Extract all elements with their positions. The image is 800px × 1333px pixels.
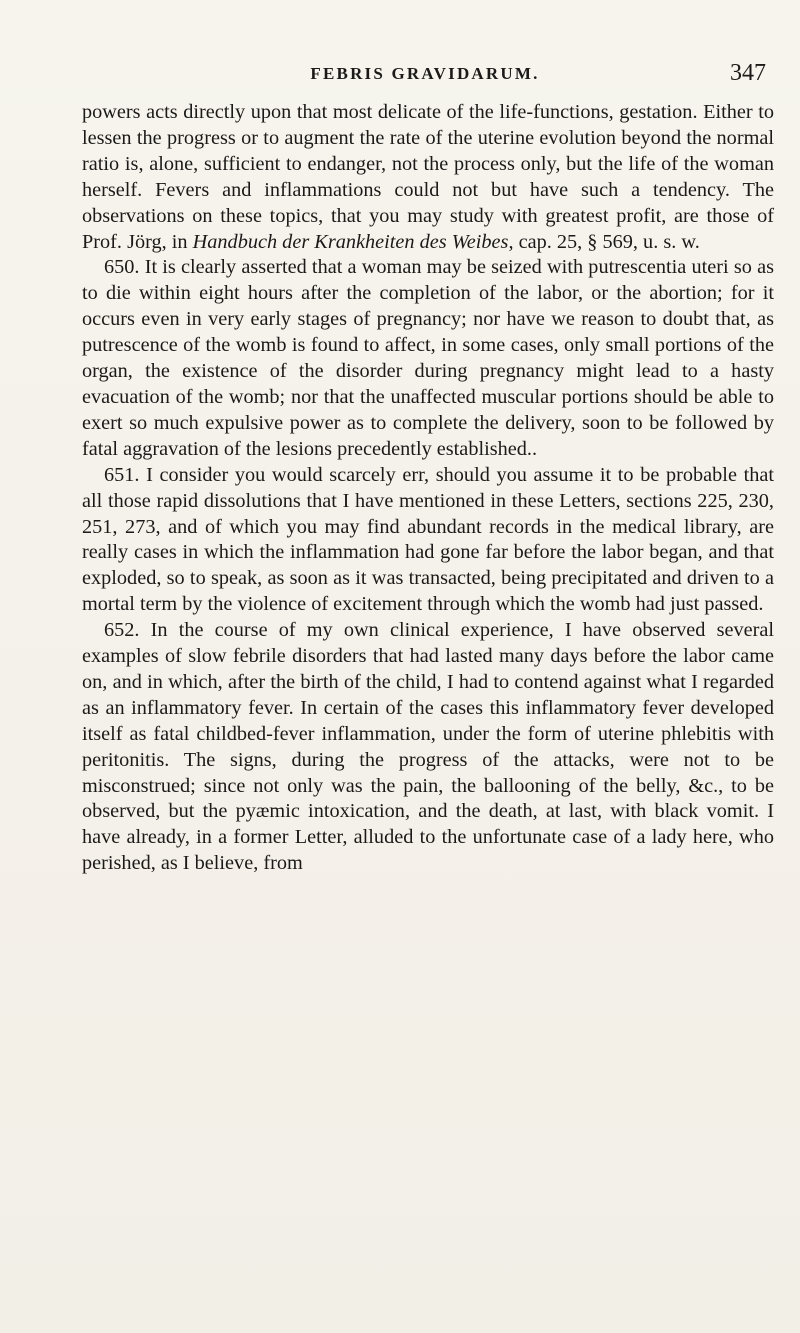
- paragraph-continuation: [82, 100, 774, 255]
- body-text: [82, 100, 774, 877]
- running-title: FEBRIS GRAVIDARUM.: [310, 64, 540, 83]
- paragraph-text: powers acts directly upon that most delicate of the life-functions, gestation. Either to lessen the progress or to augment the rate of the uterine evolution beyond the normal ratio is, alone, sufficient to endanger, not the process only, but the life of the woman herself. Fevers and inflammations could not but have such a tendency. The observations on these topics, that you may study with greatest profit, are those of Prof. Jörg, in: [82, 101, 774, 253]
- book-title: Handbuch der Krankheiten des Weibes: [192, 230, 509, 253]
- page-number: 347: [730, 60, 766, 86]
- running-head: [80, 62, 770, 88]
- paragraph-650: 650. It is clearly asserted that a woman may be seized with putrescentia uteri so as to die within eight hours after the completion of the labor, or the abortion; for it occurs even in very early stages of pregnancy; nor have we reason to doubt that, as putrescence of the womb is found to affect, in some cases, only small portions of the organ, the existence of the disorder during pregnancy might lead to a hasty evacuation of the womb; nor that the unaffected muscular portions should be able to exert so much expulsive power as to complete the delivery, soon to be followed by fatal aggravation of the lesions precedently established..: [82, 256, 774, 460]
- paragraph-651: 651. I consider you would scarcely err, should you assume it to be probable that all those rapid dissolutions that I have mentioned in these Letters, sections 225, 230, 251, 273, and of which you may find abundant records in the medical library, are really cases in which the inflammation had gone far before the labor began, and that exploded, so to speak, as soon as it was transacted, being precipitated and driven to a mortal term by the violence of excitement through which the womb had just passed.: [82, 463, 774, 616]
- paragraph-652: 652. In the course of my own clinical experience, I have observed several examples of slow febrile disorders that had lasted many days before the labor came on, and in which, after the birth of the child, I had to contend against what I regarded as an inflammatory fever. In certain of the cases this inflammatory fever developed itself as fatal childbed-fever inflammation, under the form of uterine phlebitis with peritonitis. The signs, during the progress of the attacks, were not to be misconstrued; since not only was the pain, the ballooning of the belly, &c., to be observed, but the pyæmic intoxication, and the death, at last, with black vomit. I have already, in a former Letter, alluded to the unfortunate case of a lady here, who perished, as I believe, from: [82, 619, 774, 875]
- paragraph-text: , cap. 25, § 569, u. s. w.: [508, 230, 700, 253]
